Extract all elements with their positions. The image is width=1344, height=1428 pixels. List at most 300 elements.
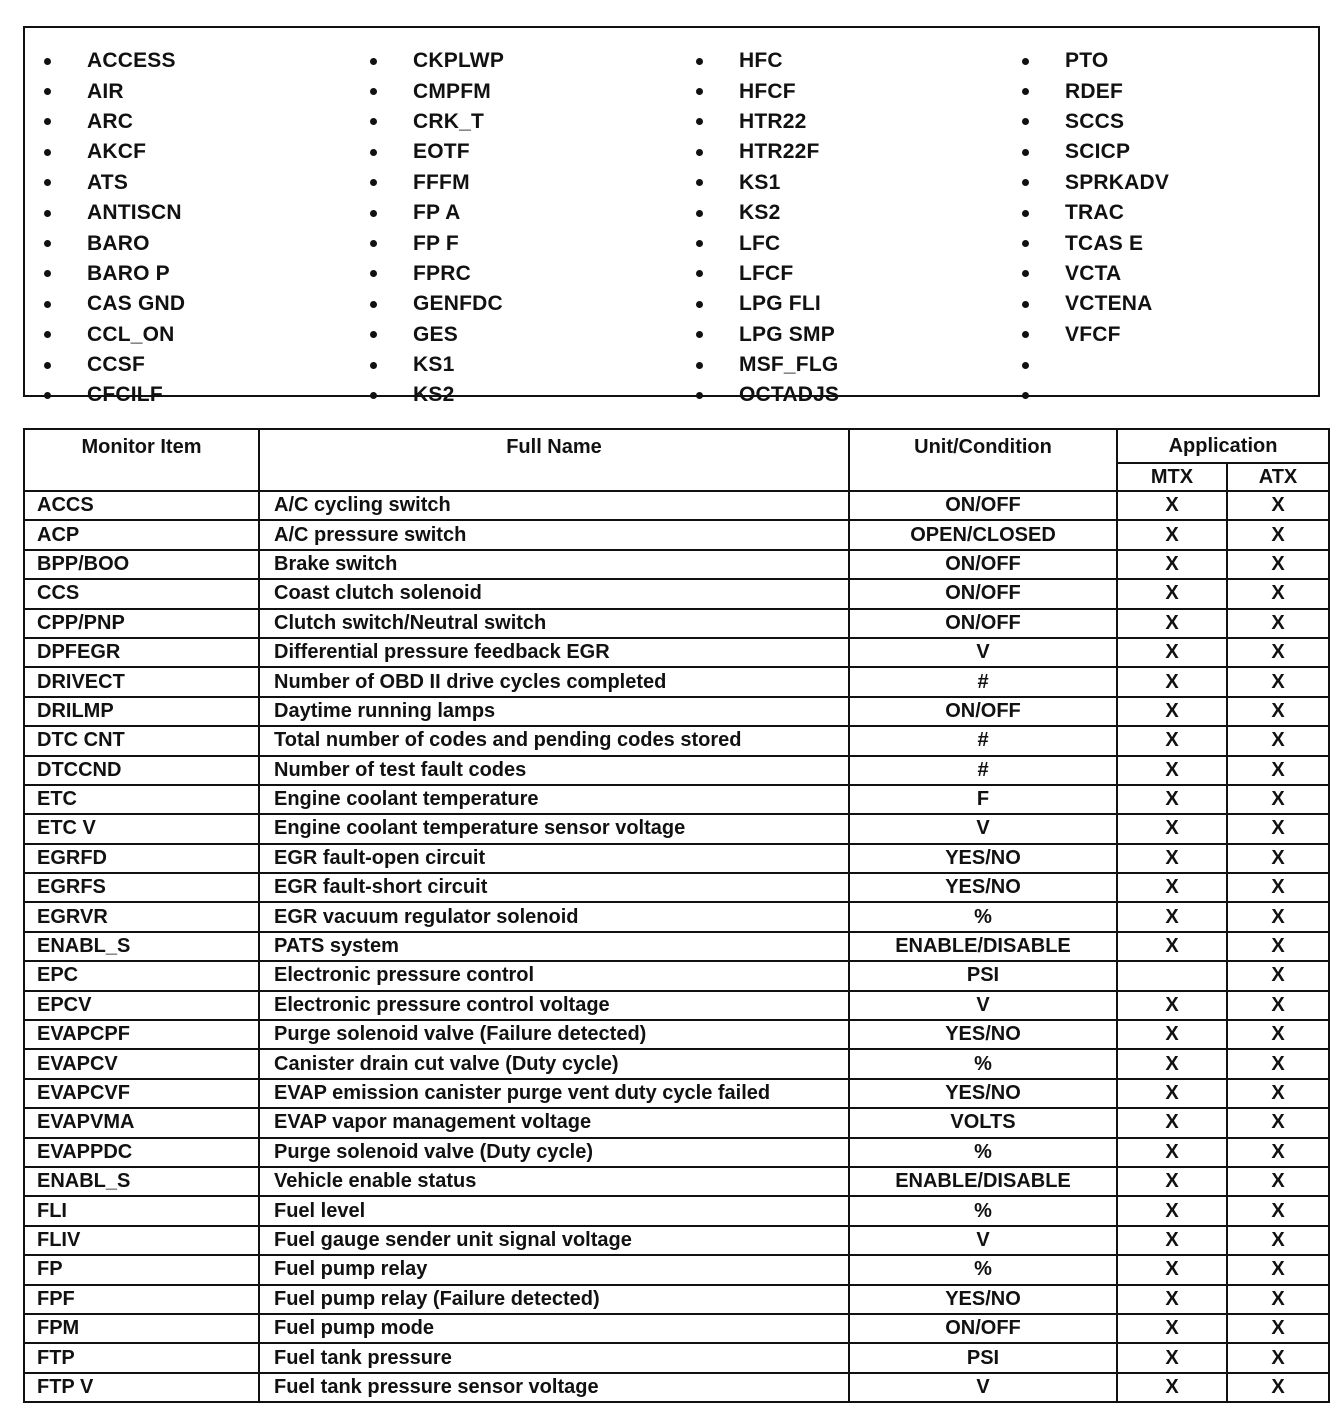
bullet-item [696,289,839,319]
mtx-cell: X [1117,1138,1227,1167]
bullet-label: LPG FLI [739,292,821,316]
monitor-item-cell: DPFEGR [24,638,259,667]
mtx-cell: X [1117,1049,1227,1078]
atx-cell: X [1227,814,1329,843]
bullet-dot-icon [696,179,703,186]
full-name-cell: EVAP emission canister purge vent duty cycle failed [259,1079,849,1108]
table-row [24,1196,1329,1225]
header-mtx: MTX [1117,463,1227,491]
table-row [24,1255,1329,1284]
bullet-item [370,198,504,228]
bullet-item [44,289,185,319]
atx-cell: X [1227,873,1329,902]
bullet-dot-icon [44,270,51,277]
bullet-dot-icon [370,362,377,369]
mtx-cell: X [1117,844,1227,873]
bullet-label: ARC [87,109,134,133]
bullet-label: KS1 [739,170,781,194]
bullet-column-1 [44,46,185,411]
table-row [24,1167,1329,1196]
bullet-label: TCAS E [1065,231,1144,255]
bullet-item [44,76,185,106]
bullet-label: CKPLWP [413,49,505,73]
mtx-cell: X [1117,1373,1227,1402]
full-name-cell: Fuel gauge sender unit signal voltage [259,1226,849,1255]
bullet-dot-icon [370,149,377,156]
bullet-item [370,320,504,350]
bullet-label: SCICP [1065,140,1131,164]
bullet-label: ACCESS [87,49,176,73]
unit-condition-cell: % [849,1049,1117,1078]
full-name-cell: Vehicle enable status [259,1167,849,1196]
unit-condition-cell: ON/OFF [849,579,1117,608]
bullet-label: GES [413,322,458,346]
mtx-cell: X [1117,520,1227,549]
bullet-label: BARO P [87,261,170,285]
monitor-item-cell: FLI [24,1196,259,1225]
mtx-cell: X [1117,1255,1227,1284]
bullet-dot-icon [1022,118,1029,125]
bullet-dot-icon [370,270,377,277]
table-row [24,1314,1329,1343]
bullet-item [1022,198,1169,228]
bullet-dot-icon [1022,392,1029,399]
atx-cell: X [1227,1167,1329,1196]
bullet-column-3 [696,46,839,411]
atx-cell: X [1227,579,1329,608]
bullet-label: KS2 [739,201,781,225]
full-name-cell: Differential pressure feedback EGR [259,638,849,667]
bullet-column-4 [1022,46,1169,411]
unit-condition-cell: % [849,902,1117,931]
mtx-cell: X [1117,550,1227,579]
bullet-label: VCTENA [1065,292,1153,316]
table-row [24,1108,1329,1137]
bullet-item [44,380,185,410]
monitor-item-cell: ETC [24,785,259,814]
mtx-cell: X [1117,1167,1227,1196]
bullet-dot-icon [1022,331,1029,338]
bullet-dot-icon [696,270,703,277]
unit-condition-cell: YES/NO [849,1285,1117,1314]
atx-cell: X [1227,1049,1329,1078]
bullet-dot-icon [1022,301,1029,308]
bullet-label: VFCF [1065,322,1121,346]
unit-condition-cell: # [849,667,1117,696]
bullet-label: CCSF [87,353,145,377]
bullet-item [370,46,504,76]
table-row [24,814,1329,843]
atx-cell: X [1227,667,1329,696]
monitor-item-cell: EPCV [24,991,259,1020]
table-row [24,667,1329,696]
unit-condition-cell: OPEN/CLOSED [849,520,1117,549]
full-name-cell: Fuel pump relay (Failure detected) [259,1285,849,1314]
unit-condition-cell: VOLTS [849,1108,1117,1137]
bullet-dot-icon [370,58,377,65]
mtx-cell: X [1117,1343,1227,1372]
table-row [24,579,1329,608]
mtx-cell: X [1117,991,1227,1020]
atx-cell: X [1227,491,1329,520]
full-name-cell: Fuel tank pressure [259,1343,849,1372]
bullet-item [1022,107,1169,137]
bullet-item [696,380,839,410]
full-name-cell: Daytime running lamps [259,697,849,726]
bullet-dot-icon [696,240,703,247]
atx-cell: X [1227,991,1329,1020]
monitor-item-cell: EVAPPDC [24,1138,259,1167]
bullet-label: SPRKADV [1065,170,1170,194]
unit-condition-cell: YES/NO [849,1020,1117,1049]
atx-cell: X [1227,785,1329,814]
full-name-cell: Engine coolant temperature [259,785,849,814]
bullet-dot-icon [696,88,703,95]
bullet-item [696,76,839,106]
bullet-dot-icon [370,240,377,247]
bullet-dot-icon [370,301,377,308]
table-row [24,726,1329,755]
bullet-label: KS2 [413,383,455,407]
bullet-dot-icon [370,210,377,217]
bullet-label: MSF_FLG [739,353,839,377]
monitor-item-cell: EVAPCPF [24,1020,259,1049]
atx-cell: X [1227,844,1329,873]
monitor-item-cell: BPP/BOO [24,550,259,579]
bullet-label: HTR22F [739,140,820,164]
mtx-cell: X [1117,609,1227,638]
bullet-item [696,46,839,76]
header-monitor-item: Monitor Item [24,429,259,491]
monitor-bullet-list [23,26,1320,407]
bullet-column-2 [370,46,504,411]
bullet-dot-icon [1022,58,1029,65]
mtx-cell: X [1117,491,1227,520]
bullet-dot-icon [44,301,51,308]
atx-cell: X [1227,697,1329,726]
mtx-cell: X [1117,697,1227,726]
bullet-dot-icon [44,149,51,156]
bullet-label: ATS [87,170,129,194]
bullet-item [44,350,185,380]
bullet-item [370,76,504,106]
full-name-cell: Canister drain cut valve (Duty cycle) [259,1049,849,1078]
unit-condition-cell: YES/NO [849,873,1117,902]
atx-cell: X [1227,1343,1329,1372]
full-name-cell: Fuel pump relay [259,1255,849,1284]
unit-condition-cell: PSI [849,961,1117,990]
table-row [24,991,1329,1020]
bullet-item [696,228,839,258]
bullet-item [1022,168,1169,198]
monitor-item-cell: EVAPCVF [24,1079,259,1108]
monitor-item-cell: DRILMP [24,697,259,726]
table-row [24,756,1329,785]
mtx-cell: X [1117,638,1227,667]
table-row [24,902,1329,931]
bullet-dot-icon [44,331,51,338]
full-name-cell: Fuel tank pressure sensor voltage [259,1373,849,1402]
table-row [24,1343,1329,1372]
bullet-label: FFFM [413,170,470,194]
bullet-label: RDEF [1065,79,1123,103]
bullet-item [696,168,839,198]
mtx-cell: X [1117,932,1227,961]
bullet-label: LFC [739,231,781,255]
bullet-item [370,228,504,258]
bullet-label: CAS GND [87,292,186,316]
bullet-dot-icon [1022,240,1029,247]
bullet-item [696,107,839,137]
unit-condition-cell: F [849,785,1117,814]
bullet-label: FP F [413,231,459,255]
bullet-dot-icon [44,88,51,95]
header-unit-condition: Unit/Condition [849,429,1117,491]
table-row [24,1226,1329,1255]
full-name-cell: Electronic pressure control voltage [259,991,849,1020]
monitor-item-cell: DTC CNT [24,726,259,755]
unit-condition-cell: % [849,1138,1117,1167]
atx-cell: X [1227,520,1329,549]
atx-cell: X [1227,756,1329,785]
table-row [24,550,1329,579]
mtx-cell: X [1117,1314,1227,1343]
unit-condition-cell: ON/OFF [849,609,1117,638]
header-application: Application [1117,429,1329,463]
bullet-dot-icon [44,58,51,65]
full-name-cell: Fuel level [259,1196,849,1225]
bullet-dot-icon [1022,362,1029,369]
table-row [24,1049,1329,1078]
monitor-item-table [23,428,1330,1403]
bullet-dot-icon [44,392,51,399]
unit-condition-cell: % [849,1196,1117,1225]
full-name-cell: Electronic pressure control [259,961,849,990]
bullet-dot-icon [44,240,51,247]
monitor-item-cell: DTCCND [24,756,259,785]
bullet-item [370,168,504,198]
bullet-dot-icon [696,362,703,369]
bullet-item [370,350,504,380]
bullet-label: BARO [87,231,150,255]
bullet-dot-icon [370,392,377,399]
bullet-item [44,259,185,289]
bullet-item [370,289,504,319]
bullet-item [696,198,839,228]
atx-cell: X [1227,1020,1329,1049]
monitor-item-cell: ETC V [24,814,259,843]
bullet-item [1022,76,1169,106]
monitor-item-cell: EVAPCV [24,1049,259,1078]
bullet-dot-icon [696,210,703,217]
full-name-cell: PATS system [259,932,849,961]
bullet-label: PTO [1065,49,1109,73]
unit-condition-cell: ON/OFF [849,1314,1117,1343]
bullet-dot-icon [696,301,703,308]
bullet-label: AIR [87,79,124,103]
unit-condition-cell: V [849,1226,1117,1255]
full-name-cell: Fuel pump mode [259,1314,849,1343]
monitor-item-cell: ENABL_S [24,932,259,961]
table-row [24,609,1329,638]
bullet-item [696,320,839,350]
table-row [24,491,1329,520]
mtx-cell: X [1117,1108,1227,1137]
full-name-cell: Coast clutch solenoid [259,579,849,608]
bullet-label: SCCS [1065,109,1125,133]
atx-cell: X [1227,961,1329,990]
mtx-cell [1117,961,1227,990]
bullet-item [1022,46,1169,76]
bullet-dot-icon [370,118,377,125]
bullet-item [44,198,185,228]
full-name-cell: A/C pressure switch [259,520,849,549]
bullet-dot-icon [1022,88,1029,95]
mtx-cell: X [1117,1285,1227,1314]
bullet-label: OCTADJS [739,383,840,407]
mtx-cell: X [1117,814,1227,843]
bullet-dot-icon [696,149,703,156]
table-row [24,1138,1329,1167]
monitor-item-cell: ACP [24,520,259,549]
header-atx: ATX [1227,463,1329,491]
mtx-cell: X [1117,873,1227,902]
bullet-item [44,320,185,350]
bullet-item [1022,289,1169,319]
atx-cell: X [1227,932,1329,961]
full-name-cell: EGR fault-open circuit [259,844,849,873]
full-name-cell: Total number of codes and pending codes stored [259,726,849,755]
monitor-item-cell: EGRFD [24,844,259,873]
atx-cell: X [1227,1138,1329,1167]
unit-condition-cell: ON/OFF [849,491,1117,520]
bullet-item [696,137,839,167]
full-name-cell: Brake switch [259,550,849,579]
unit-condition-cell: ON/OFF [849,697,1117,726]
bullet-label: VCTA [1065,261,1122,285]
bullet-dot-icon [44,210,51,217]
bullet-item [44,46,185,76]
bullet-label: HTR22 [739,109,807,133]
atx-cell: X [1227,1285,1329,1314]
unit-condition-cell: ENABLE/DISABLE [849,932,1117,961]
bullet-dot-icon [1022,270,1029,277]
bullet-dot-icon [696,58,703,65]
atx-cell: X [1227,726,1329,755]
monitor-item-cell: FPF [24,1285,259,1314]
mtx-cell: X [1117,902,1227,931]
bullet-dot-icon [44,362,51,369]
bullet-item [44,107,185,137]
table-row [24,1020,1329,1049]
monitor-item-cell: DRIVECT [24,667,259,696]
bullet-label: FPRC [413,261,471,285]
bullet-item [1022,350,1169,380]
atx-cell: X [1227,1079,1329,1108]
full-name-cell: Engine coolant temperature sensor voltage [259,814,849,843]
bullet-item [1022,320,1169,350]
bullet-dot-icon [370,331,377,338]
atx-cell: X [1227,1226,1329,1255]
bullet-label: EOTF [413,140,470,164]
monitor-item-cell: FLIV [24,1226,259,1255]
mtx-cell: X [1117,1020,1227,1049]
atx-cell: X [1227,550,1329,579]
monitor-item-cell: EGRFS [24,873,259,902]
header-full-name: Full Name [259,429,849,491]
bullet-item [370,137,504,167]
monitor-item-cell: CPP/PNP [24,609,259,638]
bullet-label: CFCILF [87,383,163,407]
bullet-label: ANTISCN [87,201,182,225]
bullet-dot-icon [44,118,51,125]
table-row [24,1373,1329,1402]
full-name-cell: EGR fault-short circuit [259,873,849,902]
table-row [24,1285,1329,1314]
bullet-item [1022,228,1169,258]
bullet-item [44,228,185,258]
bullet-dot-icon [44,179,51,186]
bullet-dot-icon [696,118,703,125]
bullet-item [1022,137,1169,167]
unit-condition-cell: ENABLE/DISABLE [849,1167,1117,1196]
full-name-cell: EVAP vapor management voltage [259,1108,849,1137]
table-row [24,697,1329,726]
bullet-label: CMPFM [413,79,491,103]
bullet-label: LPG SMP [739,322,835,346]
bullet-item [696,259,839,289]
atx-cell: X [1227,1314,1329,1343]
atx-cell: X [1227,609,1329,638]
table-row [24,932,1329,961]
unit-condition-cell: V [849,991,1117,1020]
unit-condition-cell: YES/NO [849,844,1117,873]
bullet-item [1022,380,1169,410]
mtx-cell: X [1117,1196,1227,1225]
table-row [24,844,1329,873]
table-row [24,520,1329,549]
bullet-label: HFC [739,49,783,73]
bullet-dot-icon [696,331,703,338]
mtx-cell: X [1117,1079,1227,1108]
bullet-label: GENFDC [413,292,503,316]
mtx-cell: X [1117,579,1227,608]
bullet-dot-icon [1022,210,1029,217]
atx-cell: X [1227,1373,1329,1402]
full-name-cell: EGR vacuum regulator solenoid [259,902,849,931]
unit-condition-cell: PSI [849,1343,1117,1372]
bullet-dot-icon [1022,149,1029,156]
atx-cell: X [1227,1108,1329,1137]
full-name-cell: A/C cycling switch [259,491,849,520]
atx-cell: X [1227,1196,1329,1225]
unit-condition-cell: ON/OFF [849,550,1117,579]
monitor-item-cell: ENABL_S [24,1167,259,1196]
monitor-item-cell: CCS [24,579,259,608]
unit-condition-cell: YES/NO [849,1079,1117,1108]
monitor-item-cell: EVAPVMA [24,1108,259,1137]
bullet-label: LFCF [739,261,794,285]
mtx-cell: X [1117,1226,1227,1255]
unit-condition-cell: # [849,756,1117,785]
monitor-item-cell: FTP [24,1343,259,1372]
bullet-label: CRK_T [413,109,485,133]
unit-condition-cell: V [849,814,1117,843]
bullet-label: KS1 [413,353,455,377]
full-name-cell: Purge solenoid valve (Failure detected) [259,1020,849,1049]
table-row [24,638,1329,667]
atx-cell: X [1227,1255,1329,1284]
